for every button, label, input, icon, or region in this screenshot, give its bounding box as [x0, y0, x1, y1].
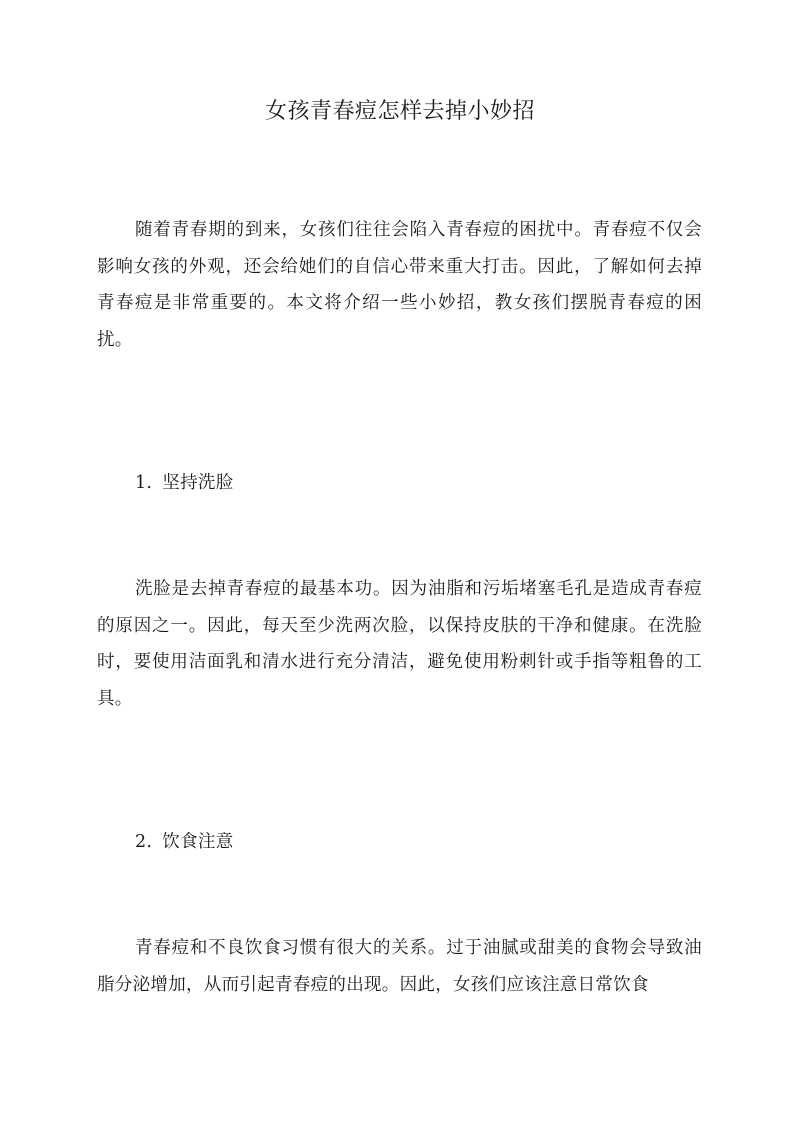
page-title: 女孩青春痘怎样去掉小妙招	[264, 99, 535, 124]
section-title-2: 饮食注意	[162, 832, 234, 852]
intro-paragraph: 随着青春期的到来，女孩们往往会陷入青春痘的困扰中。青春痘不仅会影响女孩的外观，还会给她们的自信心带来重大打击。因此，了解如何去掉青春痘是非常重要的。本文将介绍一些小妙招，教女孩们摆脱青春痘的困扰。	[97, 220, 702, 350]
section-body-2: 青春痘和不良饮食习惯有很大的关系。过于油腻或甜美的食物会导致油脂分泌增加，从而引起青春痘的出现。因此，女孩们应该注意日常饮食	[97, 938, 702, 995]
section-heading-2	[135, 824, 695, 860]
section-body-1: 洗脸是去掉青春痘的最基本功。因为油脂和污垢堵塞毛孔是造成青春痘的原因之一。因此，每天至少洗两次脸，以保持皮肤的干净和健康。在洗脸时，要使用洁面乳和清水进行充分清洁，避免使用粉刺针或手指等粗鲁的工具。	[97, 579, 702, 709]
section-number-2: 2.	[135, 832, 153, 852]
section-title-1: 坚持洗脸	[162, 473, 234, 493]
section-number-1: 1.	[135, 473, 153, 493]
section-heading-1	[135, 465, 695, 501]
